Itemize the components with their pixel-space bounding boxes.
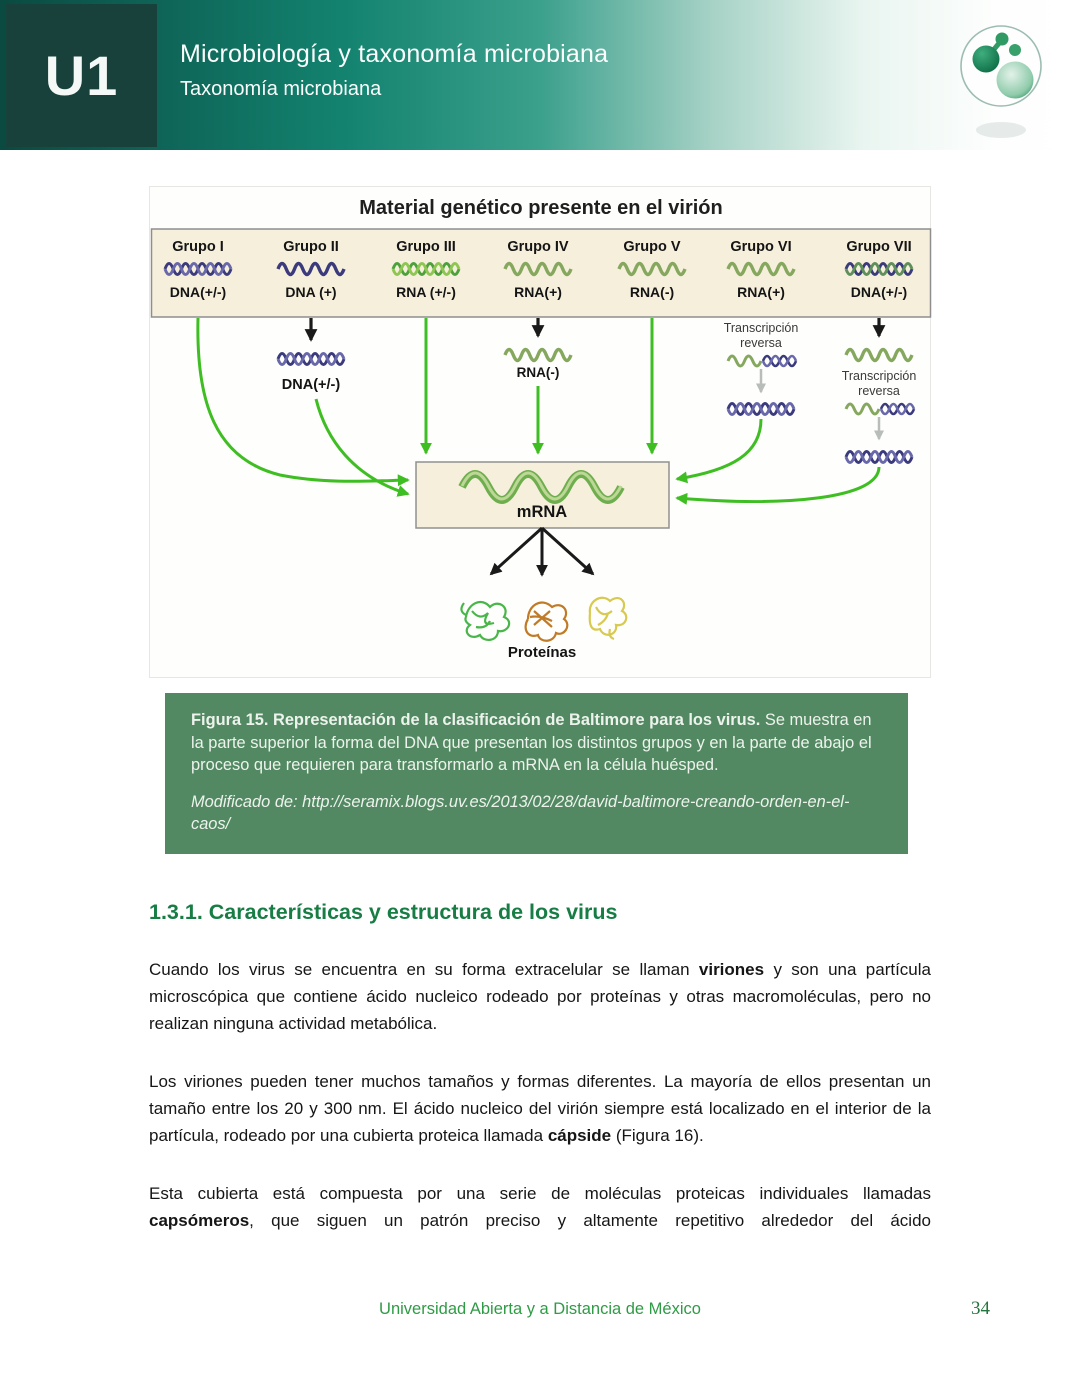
group-1-genome: DNA(+/-) bbox=[169, 284, 227, 300]
proteins-label: Proteínas bbox=[507, 644, 577, 661]
group-2-product-label: DNA(+/-) bbox=[281, 377, 341, 393]
mrna-to-protein-arrow bbox=[491, 528, 542, 574]
figure-caption bbox=[165, 693, 908, 854]
paragraph-text: y son una partícula microscópica que contiene ácido nucleico rodeado por proteínas y otras macromoléculas, pero no realizan ninguna actividad metabólica. bbox=[149, 959, 931, 1033]
group-3-name: Grupo III bbox=[396, 239, 456, 255]
group-6-to-mrna-arrow bbox=[677, 419, 761, 479]
header-title: Microbiología y taxonomía microbiana bbox=[180, 40, 609, 68]
paragraph-text: (Figura 16). bbox=[611, 1125, 704, 1145]
rna-single-strand-icon bbox=[505, 350, 571, 361]
caption-title: Figura 15. Representación de la clasificación de Baltimore para los virus. bbox=[191, 711, 761, 729]
group-7-name: Grupo VII bbox=[846, 239, 912, 255]
caption-text bbox=[191, 709, 882, 777]
rna-single-strand-icon bbox=[846, 350, 912, 361]
group-4-genome: RNA(+) bbox=[514, 284, 562, 300]
mrna-to-protein-arrow bbox=[542, 528, 593, 574]
rna-dna-hybrid-icon bbox=[728, 356, 796, 366]
group-7-genome: DNA(+/-) bbox=[850, 284, 908, 300]
unit-badge: U1 bbox=[6, 4, 157, 147]
page-number: 34 bbox=[971, 1298, 990, 1319]
molecule-logo-icon bbox=[958, 22, 1044, 146]
caption-source: Modificado de: http://seramix.blogs.uv.es/2013/02/28/david-baltimore-creando-orden-en-el-caos/ bbox=[191, 792, 850, 833]
caption-body: Se muestra en la parte superior la forma del DNA que presentan los distintos grupos y en la parte de abajo el proceso que requieren para transformarlo a mRNA en la célula huésped. bbox=[191, 711, 872, 774]
protein-blob-yellow-icon bbox=[590, 598, 627, 639]
group-1-name: Grupo I bbox=[172, 239, 224, 255]
mrna-label: mRNA bbox=[516, 503, 568, 521]
bold-term: cápside bbox=[547, 1125, 612, 1145]
group-4-name: Grupo IV bbox=[507, 239, 569, 255]
group-4-product-label: RNA(-) bbox=[516, 365, 560, 380]
group-2-genome: DNA (+) bbox=[285, 284, 337, 300]
paragraph-2 bbox=[149, 1068, 931, 1149]
group-2-name: Grupo II bbox=[283, 239, 339, 255]
paragraph-1 bbox=[149, 956, 931, 1037]
group-7-reverse-transcription-label: Transcripción bbox=[841, 369, 917, 383]
figure-title: Material genético presente en el virión bbox=[359, 197, 723, 219]
group-7-reverse-transcription-label: reversa bbox=[858, 384, 900, 398]
main-content bbox=[149, 186, 931, 1234]
page-header bbox=[0, 0, 1080, 150]
dna-double-helix-icon bbox=[728, 404, 794, 415]
paragraph-text: Los viriones pueden tener muchos tamaños y formas diferentes. La mayoría de ellos presentan un tamaño entre los 20 y 300 nm. El ácido nucleico del virión siempre está localizado en el interior de la partícula, rodeado por una cubierta proteica llamada bbox=[149, 1071, 931, 1145]
group-1-to-mrna-arrow bbox=[198, 318, 408, 481]
dna-double-helix-icon bbox=[846, 452, 912, 463]
header-subtitle: Taxonomía microbiana bbox=[180, 78, 382, 100]
paragraph-text: Cuando los virus se encuentra en su forma extracelular se llaman bbox=[149, 959, 699, 979]
footer-institution: Universidad Abierta y a Distancia de México bbox=[379, 1300, 701, 1318]
rna-dna-hybrid-icon bbox=[846, 404, 914, 414]
bold-term: viriones bbox=[698, 959, 765, 979]
dna-double-helix-icon bbox=[278, 354, 344, 365]
group-3-genome: RNA (+/-) bbox=[396, 284, 456, 300]
group-5-name: Grupo V bbox=[623, 239, 681, 255]
protein-blob-orange-icon bbox=[526, 603, 568, 641]
header-titles bbox=[180, 40, 608, 101]
baltimore-classification-figure bbox=[149, 186, 931, 678]
paragraph-3 bbox=[149, 1180, 931, 1234]
protein-blob-green-icon bbox=[461, 602, 509, 640]
group-5-genome: RNA(-) bbox=[629, 284, 675, 300]
group-6-reverse-transcription-label: Transcripción bbox=[723, 321, 799, 335]
group-6-genome: RNA(+) bbox=[737, 284, 785, 300]
bold-term: capsómeros bbox=[149, 1210, 250, 1230]
section-heading: 1.3.1. Características y estructura de los virus bbox=[149, 899, 618, 924]
paragraph-text: Esta cubierta está compuesta por una serie de moléculas proteicas individuales llamadas bbox=[149, 1183, 931, 1203]
paragraph-text: , que siguen un patrón preciso y altamente repetitivo alrededor del ácido bbox=[249, 1210, 931, 1230]
group-6-name: Grupo VI bbox=[730, 239, 792, 255]
group-6-reverse-transcription-label: reversa bbox=[740, 336, 782, 350]
